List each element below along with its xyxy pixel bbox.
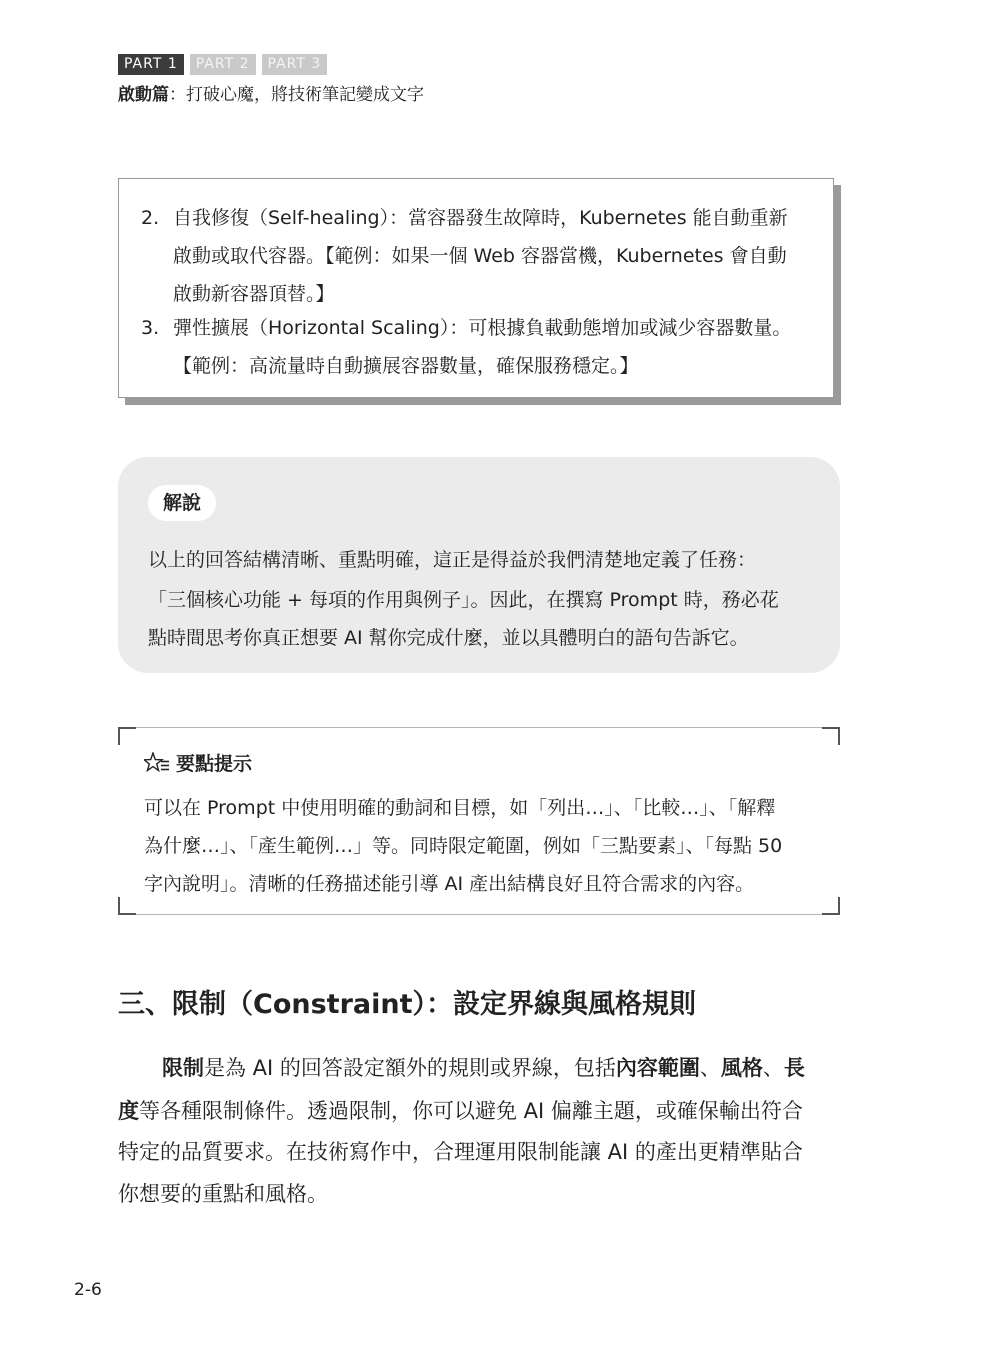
feature-box	[118, 178, 834, 398]
page-number: 2-6	[74, 1280, 102, 1300]
tip-line: 可以在 Prompt 中使用明確的動詞和目標，如「列出…」、「比較…」、「解釋	[144, 797, 776, 819]
body-paragraph-line: 特定的品質要求。在技術寫作中，合理運用限制能讓 AI 的產出更精準貼合	[118, 1140, 803, 1164]
tip-line: 字內說明」。清晰的任務描述能引導 AI 產出結構良好且符合需求的內容。	[144, 873, 755, 895]
tip-header	[144, 749, 252, 776]
tip-title: 要點提示	[176, 753, 253, 775]
tab-part-3: PART 3	[262, 54, 328, 75]
list-text: 自我修復（Self-healing）：當容器發生故障時，Kubernetes 能自動重新	[173, 207, 788, 229]
list-text: 彈性擴展（Horizontal Scaling）：可根據負載動態增加或減少容器數量。	[173, 317, 792, 339]
star-list-icon	[144, 752, 170, 774]
list-number: 2.	[141, 207, 160, 229]
body-paragraph-line: 度等各種限制條件。透過限制，你可以避免 AI 偏離主題，或確保輸出符合	[118, 1099, 803, 1123]
explanation-box	[118, 457, 840, 673]
body-paragraph-line: 你想要的重點和風格。	[118, 1182, 328, 1206]
body-paragraph-line: 限制是為 AI 的回答設定額外的規則或界線，包括內容範圍、風格、長	[162, 1056, 805, 1080]
list-text: 啟動或取代容器。【範例：如果一個 Web 容器當機，Kubernetes 會自動	[173, 245, 787, 267]
part-tabs	[118, 54, 327, 75]
list-text: 【範例：高流量時自動擴展容器數量，確保服務穩定。】	[173, 355, 639, 377]
chapter-title-rest: ：打破心魔，將技術筆記變成文字	[169, 85, 424, 105]
chapter-title-bold: 啟動篇	[118, 85, 169, 105]
tab-part-2: PART 2	[190, 54, 256, 75]
list-number: 3.	[141, 317, 160, 339]
section-title: 三、限制（Constraint）：設定界線與風格規則	[118, 989, 696, 1020]
tab-part-1: PART 1	[118, 54, 184, 75]
explanation-label: 解說	[148, 485, 216, 521]
list-text: 啟動新容器頂替。】	[173, 283, 335, 305]
explanation-line: 「三個核心功能 + 每項的作用與例子」。因此，在撰寫 Prompt 時，務必花	[148, 589, 779, 611]
chapter-title	[118, 80, 424, 105]
tip-box	[118, 727, 840, 915]
tip-line: 為什麼…」、「產生範例…」等。同時限定範圍，例如「三點要素」、「每點 50	[144, 835, 783, 857]
explanation-line: 以上的回答結構清晰、重點明確，這正是得益於我們清楚地定義了任務：	[148, 549, 757, 571]
explanation-line: 點時間思考你真正想要 AI 幫你完成什麼，並以具體明白的語句告訴它。	[148, 627, 749, 649]
